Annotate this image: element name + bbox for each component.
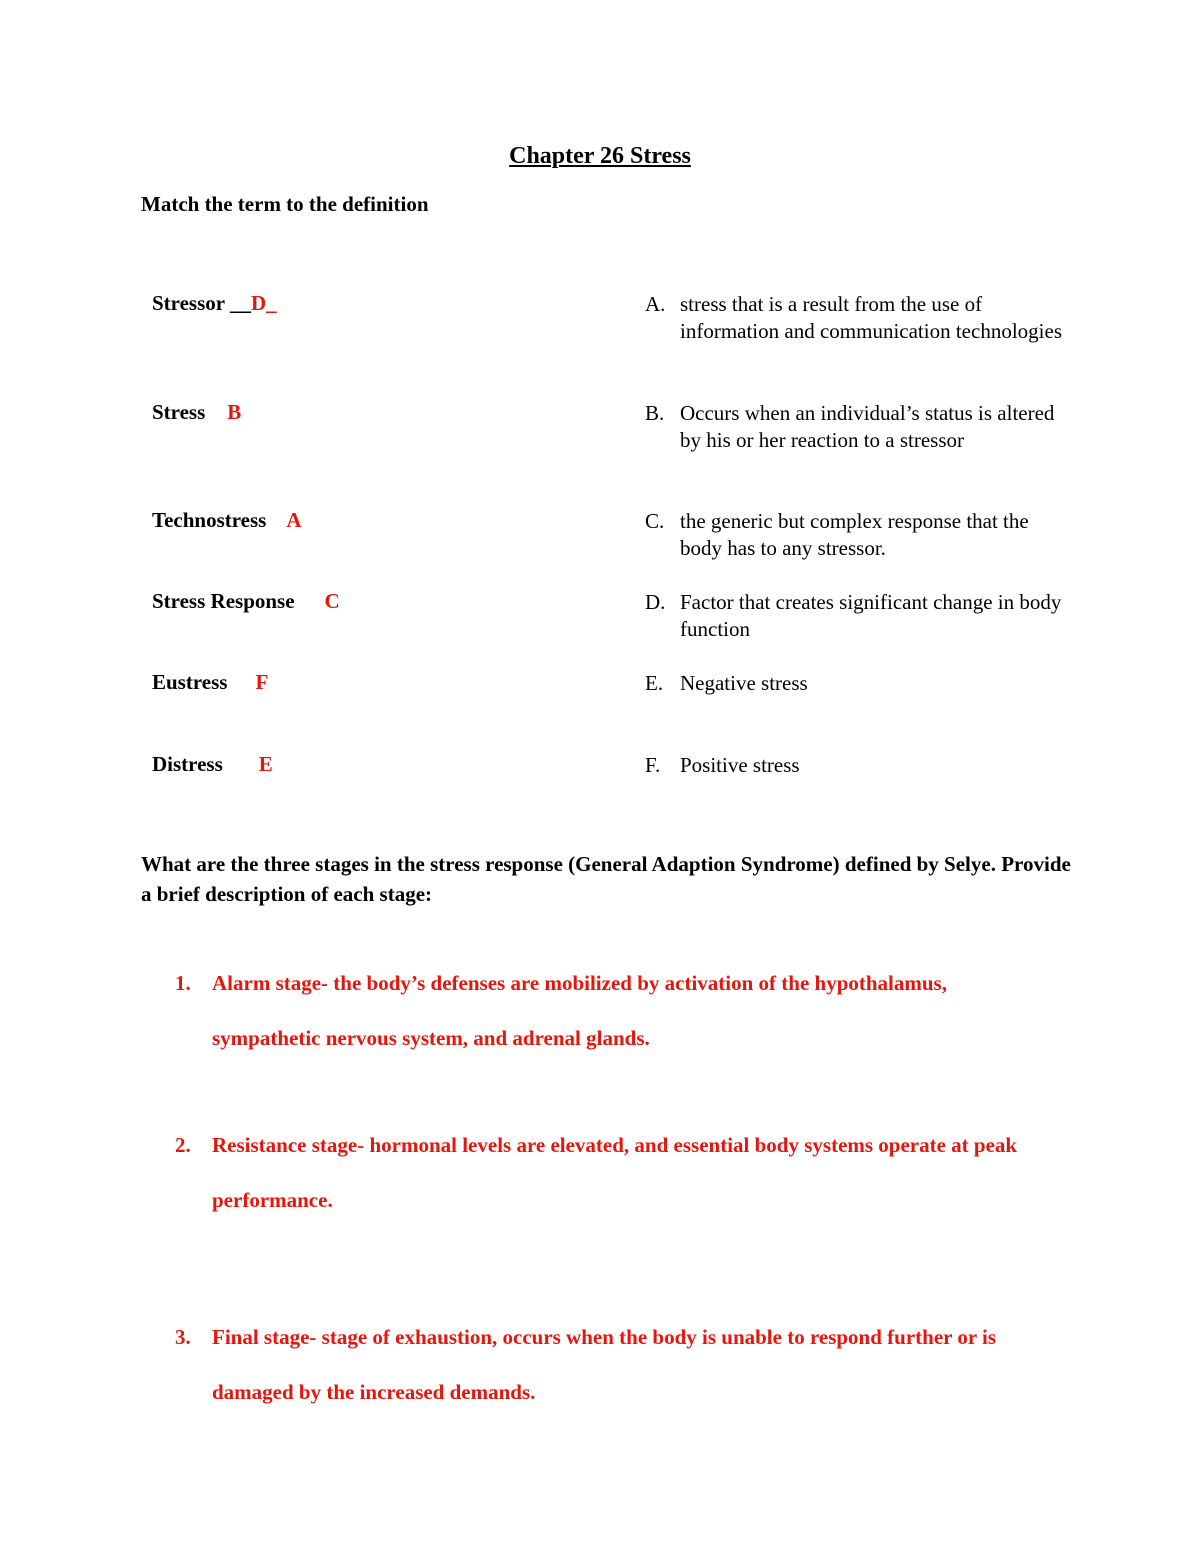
definition-text: stress that is a result from the use of information and communication technologies [680, 292, 1062, 343]
stage-item [175, 1310, 1055, 1420]
term-label: Technostress [152, 508, 267, 532]
definition-item [645, 670, 1065, 697]
stage-text: Resistance stage- hormonal levels are elevated, and essential body systems operate at peak performance. [212, 1133, 1018, 1212]
definition-text: Factor that creates significant change in body function [680, 590, 1062, 641]
term-answer: A [286, 508, 302, 532]
term-row [152, 670, 268, 695]
question-text: What are the three stages in the stress response (General Adaption Syndrome) defined by Selye. Provide a brief description of each stage: [141, 852, 1071, 906]
definition-letter: E. [645, 671, 664, 695]
term-answer: D_ [250, 291, 277, 315]
stage-number: 3. [175, 1325, 191, 1349]
definition-letter: B. [645, 401, 665, 425]
term-row [152, 400, 241, 425]
definition-letter: D. [645, 590, 666, 614]
definition-item [645, 508, 1065, 562]
definition-text: Positive stress [680, 753, 800, 777]
definition-text: Negative stress [680, 671, 808, 695]
stage-number: 1. [175, 971, 191, 995]
term-row [152, 508, 302, 533]
instructions: Match the term to the definition [141, 192, 429, 216]
term-label: Eustress [152, 670, 228, 694]
stage-item [175, 1118, 1055, 1228]
term-label: Distress [152, 752, 223, 776]
term-answer: B [227, 400, 242, 424]
term-label: Stress [152, 400, 206, 424]
term-answer: F [255, 670, 269, 694]
term-row [152, 589, 340, 614]
term-row [152, 752, 273, 777]
definition-item [645, 400, 1065, 454]
term-label: Stress Response [152, 589, 295, 613]
definition-letter: A. [645, 292, 666, 316]
definition-text: Occurs when an individual’s status is altered by his or her reaction to a stressor [680, 401, 1055, 452]
stage-text: Final stage- stage of exhaustion, occurs when the body is unable to respond further or is damaged by the increased demands. [212, 1325, 997, 1404]
definition-letter: C. [645, 509, 665, 533]
definition-item [645, 291, 1065, 345]
definition-item [645, 752, 1065, 779]
term-answer: E [258, 752, 273, 776]
stage-number: 2. [175, 1133, 191, 1157]
stage-text: Alarm stage- the body’s defenses are mobilized by activation of the hypothalamus, sympathetic nervous system, and adrenal glands. [212, 971, 947, 1050]
stage-item [175, 956, 1055, 1066]
page-title: Chapter 26 Stress [509, 143, 691, 169]
definition-letter: F. [645, 753, 661, 777]
definition-text: the generic but complex response that the body has to any stressor. [680, 509, 1029, 560]
term-answer: C [324, 589, 340, 613]
definition-item [645, 589, 1065, 643]
term-row [152, 291, 277, 316]
term-label: Stressor __ [152, 291, 251, 315]
